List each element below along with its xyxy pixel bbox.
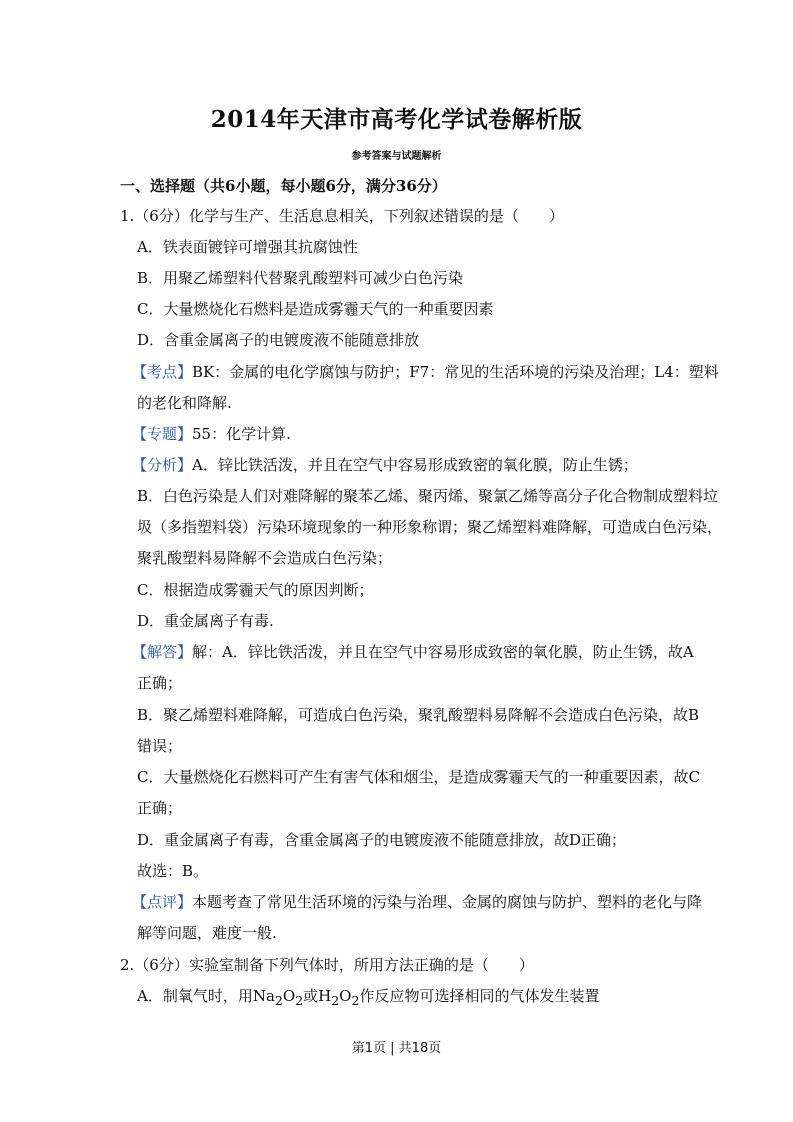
- jieda-line-4: 错误；: [137, 737, 183, 755]
- fenxi-line-1: [132, 455, 638, 475]
- fenxi-line-6: D．重金属离子有毒.: [137, 612, 274, 630]
- option-a-text: 或H: [303, 987, 332, 1005]
- subscript: 2: [351, 993, 360, 1008]
- option-a-text: 作反应物可选择相同的气体发生装置: [359, 987, 600, 1005]
- section-heading: 一、选择题（共6小题，每小题6分，满分36分）: [120, 177, 447, 195]
- jieda-line-2: 正确；: [137, 674, 183, 692]
- question-2-option-a: [137, 986, 599, 1011]
- fenxi-tag: 【分析】: [132, 456, 193, 474]
- fenxi-line-3: 圾（多指塑料袋）污染环境现象的一种形象称谓；聚乙烯塑料难降解，可造成白色污染，: [137, 518, 723, 536]
- dianping-tag: 【点评】: [132, 893, 193, 911]
- jieda-line-8: 故选：B。: [137, 862, 209, 880]
- question-1-option-a: A．铁表面镀锌可增强其抗腐蚀性: [137, 238, 358, 256]
- dianping-line-2: 解等问题，难度一般.: [137, 924, 277, 942]
- kaodian-line-2: 的老化和降解.: [137, 394, 232, 412]
- option-a-text: O: [282, 987, 296, 1005]
- page-title: 2014年天津市高考化学试卷解析版: [210, 106, 583, 133]
- fenxi-line-4: 聚乳酸塑料易降解不会造成白色污染；: [137, 549, 393, 567]
- question-1-option-b: B．用聚乙烯塑料代替聚乳酸塑料可减少白色污染: [137, 269, 464, 287]
- dianping-text: 本题考查了常见生活环境的污染与治理、金属的腐蚀与防护、塑料的老化与降: [192, 893, 703, 911]
- kaodian-tag: 【考点】: [132, 363, 193, 381]
- page-footer: 第1页 | 共18页: [351, 1041, 442, 1056]
- option-a-text: A．制氧气时，用Na: [137, 987, 275, 1005]
- question-1-stem: 1.（6分）化学与生产、生活息息相关，下列叙述错误的是（ ）: [120, 207, 564, 225]
- subscript: 2: [331, 993, 340, 1008]
- question-1-option-c: C．大量燃烧化石燃料是造成雾霾天气的一种重要因素: [137, 300, 494, 318]
- option-a-text: O: [339, 987, 352, 1005]
- fenxi-line-2: B．白色污染是人们对难降解的聚苯乙烯、聚丙烯、聚氯乙烯等高分子化合物制成塑料垃: [137, 487, 719, 505]
- dianping-line-1: [132, 892, 702, 912]
- subscript: 2: [274, 993, 283, 1008]
- jieda-line-7: D．重金属离子有毒，含重金属离子的电镀废液不能随意排放，故D正确；: [137, 831, 627, 849]
- fenxi-text: A．锌比铁活泼，并且在空气中容易形成致密的氧化膜，防止生锈；: [192, 456, 638, 474]
- zhuanti-text: 55：化学计算.: [192, 425, 291, 443]
- kaodian-text: BK：金属的电化学腐蚀与防护；F7：常见的生活环境的污染及治理；L4：塑料: [192, 363, 719, 381]
- jieda-line-3: B．聚乙烯塑料难降解，可造成白色污染，聚乳酸塑料易降解不会造成白色污染，故B: [137, 706, 700, 724]
- zhuanti-line: [132, 424, 291, 444]
- jieda-tag: 【解答】: [132, 643, 193, 661]
- jieda-line-5: C．大量燃烧化石燃料可产生有害气体和烟尘，是造成雾霾天气的一种重要因素，故C: [137, 768, 700, 786]
- jieda-line-1: [132, 642, 694, 662]
- fenxi-line-5: C．根据造成雾霾天气的原因判断；: [137, 581, 374, 599]
- jieda-text: 解：A．锌比铁活泼，并且在空气中容易形成致密的氧化膜，防止生锈，故A: [192, 643, 694, 661]
- kaodian-line-1: [132, 362, 719, 382]
- jieda-line-6: 正确；: [137, 799, 183, 817]
- question-2-stem: 2.（6分）实验室制备下列气体时，所用方法正确的是（ ）: [120, 956, 534, 974]
- zhuanti-tag: 【专题】: [132, 425, 193, 443]
- question-1-option-d: D．含重金属离子的电镀废液不能随意排放: [137, 331, 420, 349]
- subscript: 2: [295, 993, 304, 1008]
- page-subtitle: 参考答案与试题解析: [351, 151, 442, 162]
